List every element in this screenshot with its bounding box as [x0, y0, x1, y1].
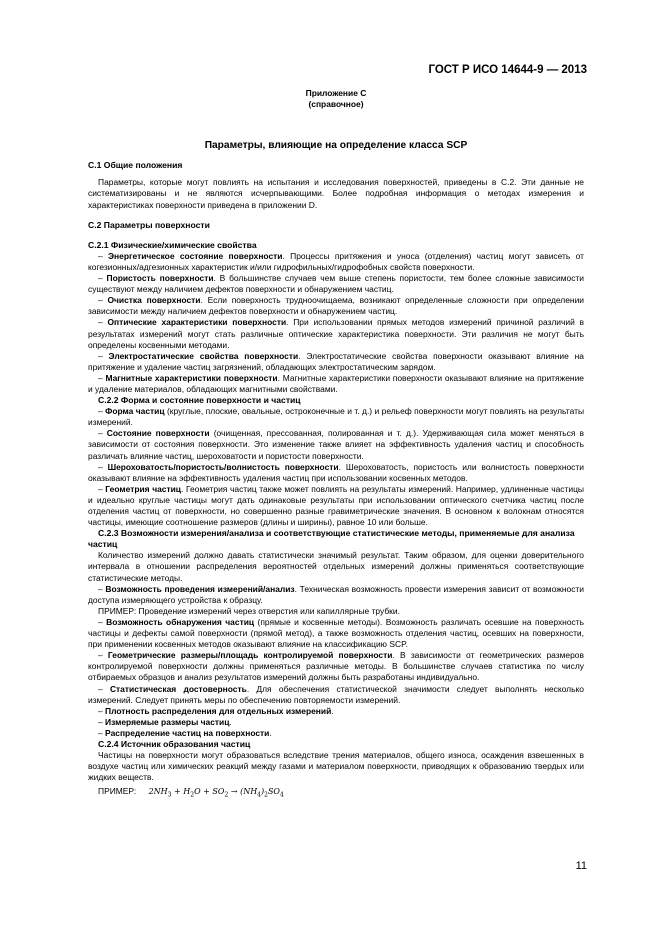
- c22-item: – Шероховатость/пористость/волнистость поверхности. Шероховатость, пористость или волнистость поверхности оказывают влияние на эффективность удаления частиц при использовании косвенных методов.: [88, 461, 584, 483]
- page-content: [88, 88, 584, 801]
- c23-item: – Плотность распределения для отдельных измерений.: [98, 705, 334, 716]
- example-label: ПРИМЕР:: [98, 786, 137, 797]
- section-c1-text: Параметры, которые могут повлиять на испытания и исследования поверхностей, приведены в С.2. Эти данные не систематизированы и не являются исчерпывающими. Более подробная информация о методах измерения и характеристиках поверхности приведена в приложении D.: [88, 177, 584, 210]
- main-title: Параметры, влияющие на определение класса SCP: [204, 140, 468, 152]
- c23-item: – Возможность обнаружения частиц (прямые и косвенные методы). Возможность различать осевшие на поверхность частицы и дефекты самой поверхности (прямой метод), а также возможность отделения частиц, осевших на поверхности, при применении косвенных методов оказывают влияние на классификацию SCP.: [88, 616, 584, 650]
- c23-item: – Измеряемые размеры частиц.: [98, 716, 232, 727]
- c23-item: – Распределение частиц на поверхности.: [98, 727, 272, 738]
- c21-item: – Пористость поверхности. В большинстве случаев чем выше степень пористости, тем более сложные зависимости существуют между наличием дефектов поверхности и обнаружением частиц.: [88, 273, 585, 295]
- document-header: ГОСТ Р ИСО 14644-9 — 2013: [428, 64, 587, 76]
- c23-example: ПРИМЕР: Проведение измерений через отверстия или капиллярные трубки.: [98, 605, 400, 616]
- c21-item: – Электростатические свойства поверхности. Электростатические свойства поверхности оказывают влияние на притяжение и удаление частиц загрязнений, обладающих электростатическим зарядом.: [88, 350, 584, 372]
- c21-item: – Оптические характеристики поверхности. При использовании прямых методов измерений причиной различий в результатах измерений могут стать различные оптические характеристика поверхности. Эти различия не могут быть определены косвенными методами.: [88, 317, 585, 350]
- annex-subtitle: (справочное): [308, 99, 364, 110]
- c21-item: – Магнитные характеристики поверхности. Магнитные характеристики поверхности оказывают влияние на притяжение и удаление материалов, обладающих магнитными свойствами.: [88, 372, 584, 394]
- c23-item: – Геометрические размеры/площадь контролируемой поверхности. В зависимости от геометрических размеров контролируемой поверхности должны применяться различные методы. В большинстве случаев статистика по числу отбираемых образцов и анализ результатов измерений должны быть разработаны индивидуально.: [88, 650, 584, 683]
- page-number: 11: [575, 860, 587, 872]
- section-c21-heading: С.2.1 Физические/химические свойства: [88, 239, 257, 250]
- section-c23-heading: С.2.3 Возможности измерения/анализа и соответствующие статистические методы, применяемые для анализа частиц: [88, 528, 575, 550]
- section-c2-heading: С.2 Параметры поверхности: [88, 219, 210, 230]
- c22-item: – Форма частиц (круглые, плоские, овальные, остроконечные и т. д.) и рельеф поверхности могут повлиять на результаты измерений.: [88, 406, 585, 428]
- c23-item: – Возможность проведения измерений/анализ. Техническая возможность провести измерения зависит от возможности доступа измеряющего устройства к образцу.: [88, 583, 584, 605]
- chemical-formula: $2NH_3 + H_2O + SO_2 \to (NH_4)_2SO_4$: [148, 787, 284, 799]
- c22-item: – Состояние поверхности (очищенная, прессованная, полированная и т. д.). Удерживающая сила может меняться в зависимости от состояния поверхности. Это изменение также влияет на эффективность удаления частиц и способность различать влияние частиц, шероховатости и пористости поверхности.: [88, 428, 584, 461]
- section-c1-heading: С.1 Общие положения: [88, 160, 183, 171]
- section-c22-heading: С.2.2 Форма и состояние поверхности и частиц: [98, 395, 301, 406]
- c23-intro: Количество измерений должно давать статистически значимый результат. Таким образом, для оценки доверительного интервала в отношении распределения вероятностей отдельных измерений должны применяться соответствующие статистические методы.: [88, 550, 584, 583]
- c21-item: – Энергетическое состояние поверхности. Процессы притяжения и уноса (отделения) частиц могут зависеть от когезионных/адгезионных характеристик и/или гидрофильных/гидрофобных свойств поверхности.: [88, 250, 584, 272]
- c24-example: [88, 786, 584, 801]
- c21-item: – Очистка поверхности. Если поверхность трудноочищаема, возникают определенные сложности при определении зависимости между наличием дефектов поверхности и обнаружением частиц.: [88, 295, 584, 317]
- c23-item: – Статистическая достоверность. Для обеспечения статистической значимости следует выполнять несколько измерений. Следует принять меры по обеспечению повторяемости измерений.: [88, 683, 584, 705]
- section-c24-heading: С.2.4 Источник образования частиц: [98, 738, 251, 749]
- c24-text: Частицы на поверхности могут образоваться вследствие трения материалов, общего износа, осаждения взвешенных в воздухе частиц или химических реакций между газами и материалом поверхности, приводящих к образованию твердых или жидких веществ.: [88, 750, 584, 783]
- annex-title: Приложение С: [305, 88, 367, 98]
- c22-item: – Геометрия частиц. Геометрия частиц также может повлиять на результаты измерений. Например, удлиненные частицы и идеально круглые частицы могут дать одинаковые результаты при использовании оптического счетчика частиц после отделения частиц от поверхности, но совершенно разные гравиметрические значения. В основном к волокнам относятся частицы, имеющие соотношение размеров (длины и ширины), равное 10 или больше.: [88, 483, 584, 528]
